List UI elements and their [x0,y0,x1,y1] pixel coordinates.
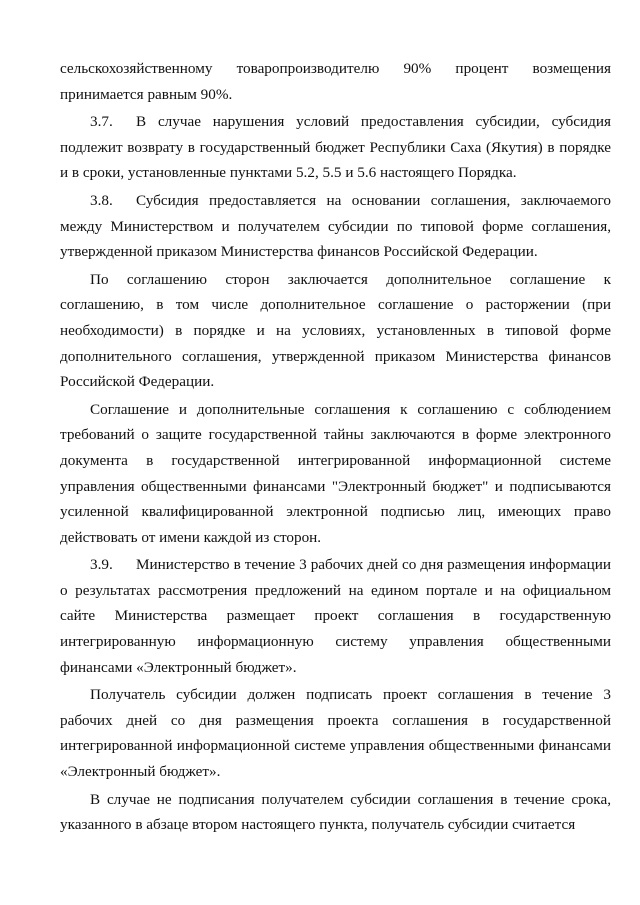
clause-number: 3.9. [90,556,113,574]
paragraph-text: В случае нарушения условий предоставления субсидии, субсидия подлежит возврату в государственный бюджет Республики Саха (Якутия) в порядке и в сроки, установленные пунктами 5.2, 5.5 и 5.6 настоящего Порядка. [60,113,611,182]
paragraph-recipient-sign: Получатель субсидии должен подписать проект соглашения в течение 3 рабочих дней со дня размещения проекта соглашения в государственной интегрированной информационной системе управления общественными финансами «Электронный бюджет». [60,686,611,781]
paragraph-3-7 [60,109,611,186]
document-page [60,56,611,840]
paragraph-electronic-document: Соглашение и дополнительные соглашения к соглашению с соблюдением требований о защите государственной тайны заключаются в форме электронного документа в государственной интегрированной информационной системе управления общественными финансами "Электронный бюджет" и подписываются усиленной квалифицированной электронной подписью лиц, имеющих право действовать от имени каждой из сторон. [60,400,611,546]
paragraph-additional-agreement: По соглашению сторон заключается дополнительное соглашение к соглашению, в том числе дополнительное соглашение о расторжении (при необходимости) в порядке и на условиях, установленных в типовой форме дополнительного соглашения, утвержденной приказом Министерства финансов Российской Федерации. [60,270,611,391]
paragraph-not-signed: В случае не подписания получателем субсидии соглашения в течение срока, указанного в абзаце втором настоящего пункта, получатель субсидии считается [60,790,611,834]
paragraph-text: Субсидия предоставляется на основании соглашения, заключаемого между Министерством и получателем субсидии по типовой форме соглашения, утвержденной приказом Министерства финансов Российской Федерации. [60,191,611,261]
paragraph-continuation: сельскохозяйственному товаропроизводителю 90% процент возмещения принимается равным 90%. [60,60,611,103]
paragraph-3-8 [60,188,611,265]
clause-number: 3.8. [90,191,113,209]
paragraph-3-9 [60,552,611,680]
clause-number: 3.7. [90,113,113,131]
paragraph-text: Министерство в течение 3 рабочих дней со дня размещения информации о результатах рассмотрения предложений на едином портале и на официальном сайте Министерства размещает проект соглашения в государственную интегрированную информационную систему управления общественными финансами «Электронный бюджет». [60,556,611,676]
